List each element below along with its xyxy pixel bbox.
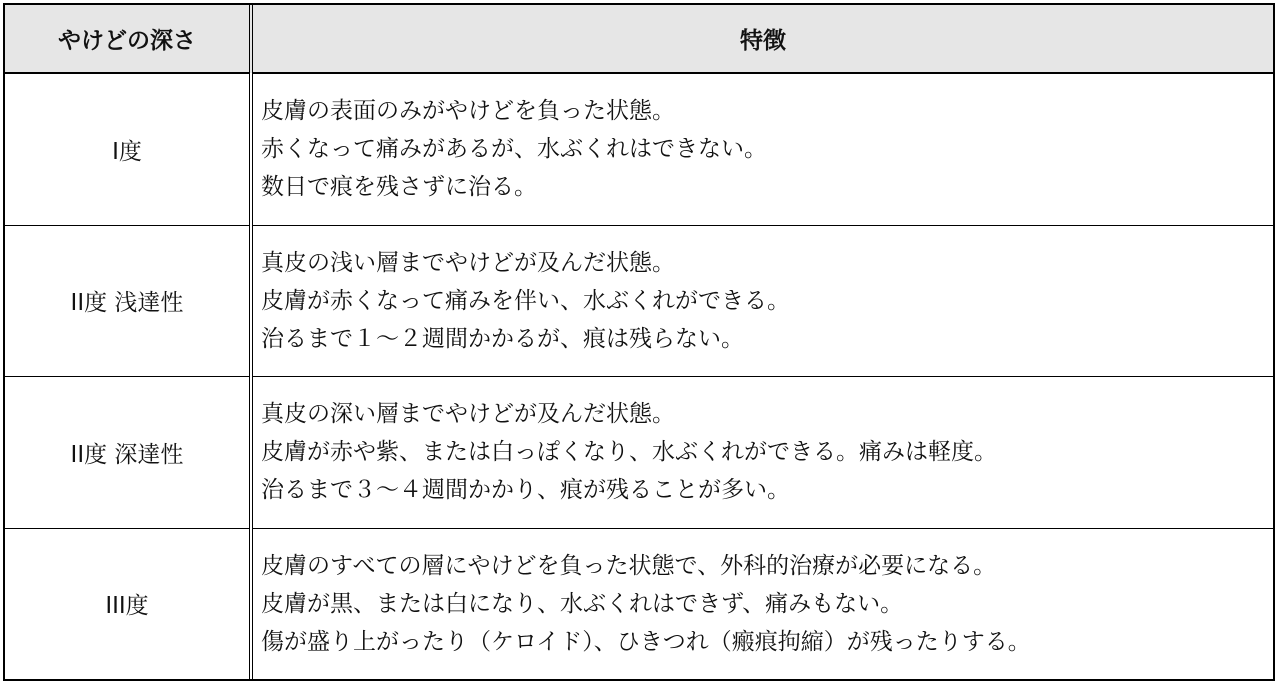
feature-line: 赤くなって痛みがあるが、水ぶくれはできない。 <box>261 136 767 163</box>
features-cell <box>251 73 1273 225</box>
feature-line: 治るまで１～２週間かかるが、痕は残らない。 <box>261 325 744 352</box>
feature-line: 皮膚が赤や紫、または白っぽくなり、水ぶくれができる。痛みは軽度。 <box>261 439 997 466</box>
depth-cell: III度 <box>5 528 251 679</box>
feature-line: 皮膚が黒、または白になり、水ぶくれはできず、痛みもない。 <box>261 590 904 617</box>
feature-line: 真皮の浅い層までやけどが及んだ状態。 <box>261 249 675 276</box>
feature-line: 皮膚の表面のみがやけどを負った状態。 <box>261 98 675 125</box>
depth-cell: II度 浅達性 <box>5 225 251 377</box>
table-row <box>5 73 1273 225</box>
header-depth: やけどの深さ <box>5 5 251 73</box>
header-row <box>5 5 1273 73</box>
features-cell <box>251 528 1273 679</box>
burn-depth-table <box>5 5 1273 679</box>
feature-line: 治るまで３～４週間かかり、痕が残ることが多い。 <box>261 477 790 504</box>
header-features: 特徴 <box>251 5 1273 73</box>
depth-cell: II度 深達性 <box>5 377 251 529</box>
features-cell <box>251 225 1273 377</box>
features-cell <box>251 377 1273 529</box>
burn-depth-table-container <box>3 3 1275 681</box>
table-row <box>5 225 1273 377</box>
table-row <box>5 377 1273 529</box>
feature-line: 傷が盛り上がったり（ケロイド）、ひきつれ（瘢痕拘縮）が残ったりする。 <box>261 628 1031 655</box>
feature-line: 皮膚が赤くなって痛みを伴い、水ぶくれができる。 <box>261 287 790 314</box>
table-row <box>5 528 1273 679</box>
feature-line: 皮膚のすべての層にやけどを負った状態で、外科的治療が必要になる。 <box>261 552 997 579</box>
feature-line: 真皮の深い層までやけどが及んだ状態。 <box>261 401 675 428</box>
feature-line: 数日で痕を残さずに治る。 <box>261 174 537 201</box>
depth-cell: I度 <box>5 73 251 225</box>
